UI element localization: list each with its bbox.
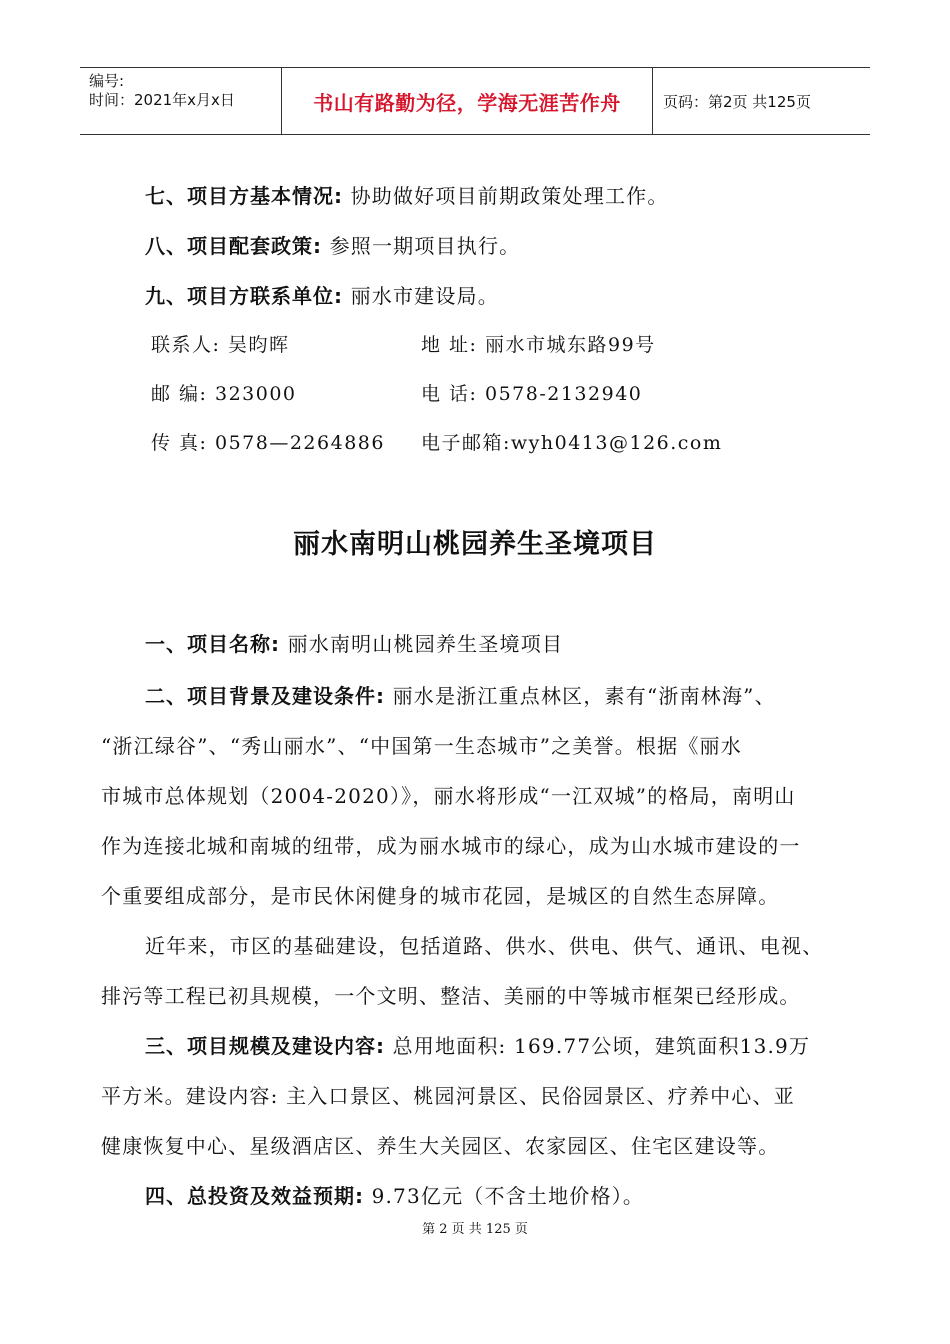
section-3-text: 总用地面积: 169.77公顷，建筑面积13.9万 (392, 1034, 811, 1058)
header-meta (80, 68, 282, 134)
section-8 (145, 230, 520, 259)
section-7 (145, 180, 669, 209)
header-motto: 书山有路勤为径，学海无涯苦作舟 (282, 68, 653, 134)
contact-phone: 电 话: 0578-2132940 (421, 383, 643, 405)
section-3-line-3: 健康恢复中心、星级酒店区、养生大关园区、农家园区、住宅区建设等。 (101, 1134, 780, 1158)
contact-email: 电子邮箱:wyh0413@126.com (421, 432, 723, 454)
section-9-label: 九、项目方联系单位: (145, 284, 343, 308)
contact-person: 联系人: 吴昀晖 (151, 334, 290, 356)
paragraph-2-line-2: 排污等工程已初具规模，一个文明、整洁、美丽的中等城市框架已经形成。 (101, 984, 801, 1008)
section-7-text: 协助做好项目前期政策处理工作。 (350, 184, 669, 208)
section-2-line-3: 市城市总体规划（2004-2020）》，丽水将形成“一江双城”的格局，南明山 (101, 784, 796, 808)
project-title: 丽水南明山桃园养生圣境项目 (293, 529, 657, 560)
paragraph-2-line-1: 近年来，市区的基础建设，包括道路、供水、供电、供气、通讯、电视、 (145, 934, 824, 958)
section-3-line-1 (145, 1030, 810, 1059)
contact-address: 地 址: 丽水市城东路99号 (421, 334, 656, 356)
document-time: 时间：2021年x月x日 (89, 91, 235, 109)
section-4-label: 四、总投资及效益预期: (145, 1184, 364, 1208)
section-8-label: 八、项目配套政策: (145, 234, 322, 258)
header-table (80, 67, 870, 135)
contact-postcode: 邮 编: 323000 (151, 383, 297, 405)
section-2-text: 丽水是浙江重点林区，素有“浙南林海”、 (392, 684, 776, 708)
section-2-line-1 (145, 680, 776, 709)
section-7-label: 七、项目方基本情况: (145, 184, 343, 208)
page-footer: 第 2 页 共 125 页 (422, 1222, 528, 1237)
section-3-label: 三、项目规模及建设内容: (145, 1034, 385, 1058)
section-2-line-2: “浙江绿谷”、“秀山丽水”、“中国第一生态城市”之美誉。根据《丽水 (101, 734, 742, 758)
section-1-label: 一、项目名称: (145, 632, 280, 656)
section-4 (145, 1180, 644, 1209)
header-page-info: 页码：第2页 共125页 (663, 92, 811, 111)
section-1-text: 丽水南明山桃园养生圣境项目 (287, 632, 564, 656)
section-9-text: 丽水市建设局。 (350, 284, 499, 308)
section-1 (145, 628, 563, 657)
section-4-text: 9.73亿元（不含土地价格）。 (371, 1184, 645, 1208)
contact-fax: 传 真: 0578—2264886 (151, 432, 385, 454)
section-2-line-4: 作为连接北城和南城的纽带，成为丽水城市的绿心，成为山水城市建设的一 (101, 834, 801, 858)
section-2-line-5: 个重要组成部分，是市民休闲健身的城市花园，是城区的自然生态屏障。 (101, 884, 780, 908)
section-9 (145, 280, 499, 309)
section-8-text: 参照一期项目执行。 (329, 234, 521, 258)
section-2-label: 二、项目背景及建设条件: (145, 684, 385, 708)
section-3-line-2: 平方米。建设内容: 主入口景区、桃园河景区、民俗园景区、疗养中心、亚 (101, 1084, 795, 1108)
document-number: 编号: (89, 72, 125, 90)
